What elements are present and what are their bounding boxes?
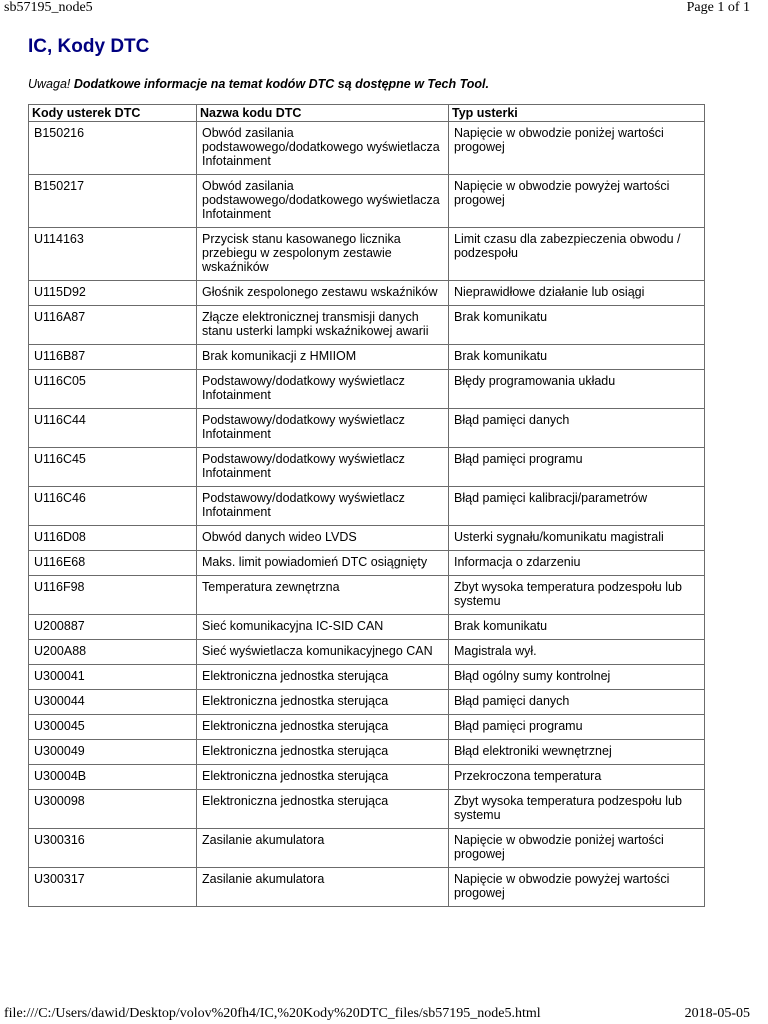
dtc-code-cell: U116E68 (29, 551, 197, 576)
dtc-code-cell: U116D08 (29, 526, 197, 551)
table-row (29, 640, 705, 665)
fault-type-cell: Błąd pamięci programu (449, 715, 705, 740)
table-row (29, 228, 705, 281)
table-row (29, 487, 705, 526)
dtc-name-cell: Przycisk stanu kasowanego licznika przebiegu w zespolonym zestawie wskaźników (197, 228, 449, 281)
fault-type-cell: Brak komunikatu (449, 306, 705, 345)
dtc-name-cell: Elektroniczna jednostka sterująca (197, 765, 449, 790)
table-row (29, 868, 705, 907)
fault-type-cell: Limit czasu dla zabezpieczenia obwodu / podzespołu (449, 228, 705, 281)
fault-type-cell: Napięcie w obwodzie poniżej wartości progowej (449, 122, 705, 175)
dtc-name-cell: Sieć komunikacyjna IC-SID CAN (197, 615, 449, 640)
fault-type-cell: Błędy programowania układu (449, 370, 705, 409)
dtc-name-cell: Podstawowy/dodatkowy wyświetlacz Infotainment (197, 448, 449, 487)
dtc-name-cell: Elektroniczna jednostka sterująca (197, 715, 449, 740)
dtc-name-cell: Maks. limit powiadomień DTC osiągnięty (197, 551, 449, 576)
fault-type-cell: Przekroczona temperatura (449, 765, 705, 790)
table-row (29, 829, 705, 868)
dtc-code-cell: U116C05 (29, 370, 197, 409)
fault-type-cell: Błąd ogólny sumy kontrolnej (449, 665, 705, 690)
fault-type-cell: Usterki sygnału/komunikatu magistrali (449, 526, 705, 551)
table-row (29, 122, 705, 175)
dtc-code-cell: B150217 (29, 175, 197, 228)
table-row (29, 448, 705, 487)
dtc-code-cell: U300041 (29, 665, 197, 690)
dtc-name-cell: Obwód danych wideo LVDS (197, 526, 449, 551)
dtc-name-cell: Elektroniczna jednostka sterująca (197, 740, 449, 765)
fault-type-cell: Napięcie w obwodzie poniżej wartości progowej (449, 829, 705, 868)
table-row (29, 409, 705, 448)
fault-type-cell: Błąd pamięci programu (449, 448, 705, 487)
dtc-name-cell: Zasilanie akumulatora (197, 868, 449, 907)
dtc-code-cell: U116C46 (29, 487, 197, 526)
table-row (29, 306, 705, 345)
table-row (29, 175, 705, 228)
table-row (29, 281, 705, 306)
dtc-code-cell: U116B87 (29, 345, 197, 370)
table-header-row (29, 105, 705, 122)
note (28, 77, 489, 91)
dtc-code-cell: U115D92 (29, 281, 197, 306)
dtc-code-cell: U116C45 (29, 448, 197, 487)
table-row (29, 790, 705, 829)
dtc-name-cell: Obwód zasilania podstawowego/dodatkowego wyświetlacza Infotainment (197, 122, 449, 175)
dtc-table (28, 104, 705, 907)
dtc-code-cell: U116A87 (29, 306, 197, 345)
table-row (29, 690, 705, 715)
table-row (29, 615, 705, 640)
dtc-name-cell: Podstawowy/dodatkowy wyświetlacz Infotainment (197, 487, 449, 526)
file-path: file:///C:/Users/dawid/Desktop/volov%20fh4/IC,%20Kody%20DTC_files/sb57195_node5.html (4, 1006, 541, 1021)
fault-type-cell: Błąd pamięci danych (449, 690, 705, 715)
fault-type-cell: Nieprawidłowe działanie lub osiągi (449, 281, 705, 306)
dtc-code-cell: U300044 (29, 690, 197, 715)
column-header-type: Typ usterki (449, 105, 705, 122)
table-row (29, 765, 705, 790)
table-row (29, 370, 705, 409)
table-row (29, 551, 705, 576)
column-header-code: Kody usterek DTC (29, 105, 197, 122)
dtc-name-cell: Brak komunikacji z HMIIOM (197, 345, 449, 370)
dtc-code-cell: U300049 (29, 740, 197, 765)
fault-type-cell: Magistrala wył. (449, 640, 705, 665)
table-row (29, 576, 705, 615)
dtc-name-cell: Podstawowy/dodatkowy wyświetlacz Infotainment (197, 370, 449, 409)
dtc-code-cell: U300045 (29, 715, 197, 740)
dtc-name-cell: Obwód zasilania podstawowego/dodatkowego wyświetlacza Infotainment (197, 175, 449, 228)
table-row (29, 715, 705, 740)
table-row (29, 665, 705, 690)
fault-type-cell: Błąd pamięci kalibracji/parametrów (449, 487, 705, 526)
dtc-name-cell: Zasilanie akumulatora (197, 829, 449, 868)
dtc-code-cell: U300317 (29, 868, 197, 907)
fault-type-cell: Zbyt wysoka temperatura podzespołu lub systemu (449, 790, 705, 829)
dtc-code-cell: B150216 (29, 122, 197, 175)
dtc-name-cell: Temperatura zewnętrzna (197, 576, 449, 615)
document-id: sb57195_node5 (4, 0, 93, 15)
page-number: Page 1 of 1 (686, 0, 750, 15)
dtc-code-cell: U116F98 (29, 576, 197, 615)
dtc-code-cell: U200887 (29, 615, 197, 640)
note-text: Dodatkowe informacje na temat kodów DTC są dostępne w Tech Tool. (73, 77, 489, 91)
dtc-code-cell: U300098 (29, 790, 197, 829)
fault-type-cell: Błąd pamięci danych (449, 409, 705, 448)
column-header-name: Nazwa kodu DTC (197, 105, 449, 122)
fault-type-cell: Błąd elektroniki wewnętrznej (449, 740, 705, 765)
note-prefix: Uwaga! (28, 77, 71, 91)
dtc-code-cell: U300316 (29, 829, 197, 868)
dtc-name-cell: Elektroniczna jednostka sterująca (197, 790, 449, 829)
dtc-name-cell: Sieć wyświetlacza komunikacyjnego CAN (197, 640, 449, 665)
table-row (29, 526, 705, 551)
fault-type-cell: Brak komunikatu (449, 345, 705, 370)
table-row (29, 345, 705, 370)
dtc-code-cell: U114163 (29, 228, 197, 281)
dtc-code-cell: U200A88 (29, 640, 197, 665)
dtc-name-cell: Podstawowy/dodatkowy wyświetlacz Infotainment (197, 409, 449, 448)
table-row (29, 740, 705, 765)
fault-type-cell: Napięcie w obwodzie powyżej wartości progowej (449, 175, 705, 228)
fault-type-cell: Brak komunikatu (449, 615, 705, 640)
fault-type-cell: Zbyt wysoka temperatura podzespołu lub systemu (449, 576, 705, 615)
dtc-code-cell: U116C44 (29, 409, 197, 448)
table-body (29, 122, 705, 907)
dtc-name-cell: Elektroniczna jednostka sterująca (197, 690, 449, 715)
fault-type-cell: Informacja o zdarzeniu (449, 551, 705, 576)
dtc-name-cell: Złącze elektronicznej transmisji danych stanu usterki lampki wskaźnikowej awarii (197, 306, 449, 345)
dtc-name-cell: Elektroniczna jednostka sterująca (197, 665, 449, 690)
dtc-code-cell: U30004B (29, 765, 197, 790)
page-title: IC, Kody DTC (28, 36, 150, 57)
fault-type-cell: Napięcie w obwodzie powyżej wartości progowej (449, 868, 705, 907)
print-date: 2018-05-05 (684, 1006, 750, 1021)
dtc-name-cell: Głośnik zespolonego zestawu wskaźników (197, 281, 449, 306)
